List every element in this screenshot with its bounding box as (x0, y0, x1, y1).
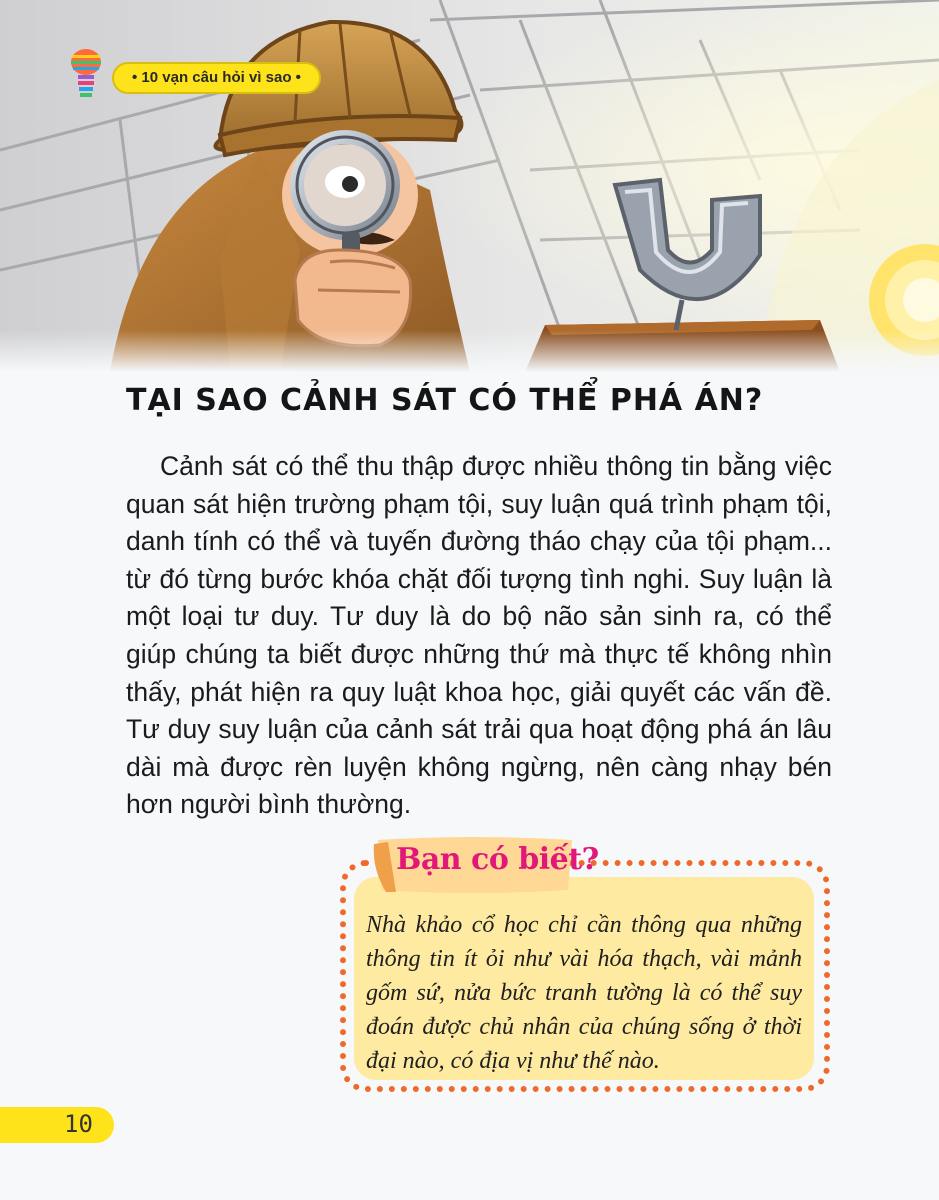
article-body: Cảnh sát có thể thu thập được nhiều thông tin bằng việc quan sát hiện trường phạm tội, suy luận quá trình phạm tội, danh tính có thể và tuyến đường tháo chạy của tội phạm... từ đó từng bước khóa chặt đối tượng tình nghi. Suy luận là một loại tư duy. Tư duy là do bộ não sản sinh ra, có thể giúp chúng ta biết được những thứ mà thực tế không nhìn thấy, phát hiện ra quy luật khoa học, giải quyết các vấn đề. Tư duy suy luận của cảnh sát trải qua hoạt động phá án lâu dài mà được rèn luyện không ngừng, nên càng nhạy bén hơn người bình thường. (126, 451, 832, 820)
header-illustration (0, 0, 939, 372)
did-you-know-text: Nhà khảo cổ học chỉ cần thông qua những thông tin ít ỏi như vài hóa thạch, vài mảnh gốm sứ, nửa bức tranh tường là có thể suy đoán được chủ nhân của chúng sống ở thời đại nào, có địa vị như thế nào. (366, 912, 802, 1074)
page-number-tab (0, 1107, 114, 1143)
series-label: • 10 vạn câu hỏi vì sao • (112, 62, 321, 94)
page-title: TẠI SAO CẢNH SÁT CÓ THỂ PHÁ ÁN? (126, 383, 764, 418)
did-you-know-title: Bạn có biết? (396, 842, 599, 877)
page-number: 10 (64, 1110, 93, 1138)
lightbulb-logo-icon (66, 46, 106, 102)
detective-illustration (0, 0, 939, 372)
